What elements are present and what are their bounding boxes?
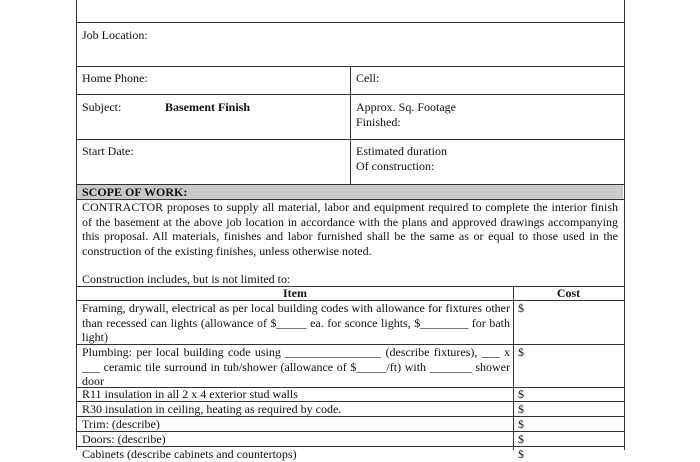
table-row-cost: $ <box>518 447 524 461</box>
divider <box>76 22 624 23</box>
cell-label: Cell: <box>356 71 380 85</box>
table-row-cost: $ <box>518 387 524 401</box>
job-location-label: Job Location: <box>82 28 148 42</box>
table-header-cost: Cost <box>556 286 581 300</box>
start-date-label: Start Date: <box>82 144 134 158</box>
table-row-item: Doors: (describe) <box>82 432 166 446</box>
table-row-cost: $ <box>518 417 524 431</box>
duration-label-line1: Estimated duration <box>356 144 447 158</box>
table-row-item: R30 insulation in ceiling, heating as required by code. <box>82 402 342 416</box>
column-divider <box>513 286 514 450</box>
scope-includes: Construction includes, but is not limited to: <box>82 272 291 286</box>
table-row-cost: $ <box>518 402 524 416</box>
table-row-item: R11 insulation in all 2 x 4 exterior stud walls <box>82 387 298 401</box>
table-row-cost: $ <box>518 301 524 315</box>
subject-value: Basement Finish <box>165 100 251 114</box>
duration-label-line2: Of construction: <box>356 159 435 173</box>
column-divider <box>350 66 351 184</box>
table-row-item: Plumbing: per local building code using ________________ (describe fixtures), ___ x ___ ceramic tile surround in tub/shower (allowance of $_____/ft) with _______ shower door <box>82 345 510 388</box>
sqft-label-line2: Finished: <box>356 115 401 129</box>
home-phone-label: Home Phone: <box>82 71 148 85</box>
scope-heading: SCOPE OF WORK: <box>82 185 188 199</box>
table-row-cost: $ <box>518 345 524 359</box>
subject-label: Subject: <box>82 100 122 114</box>
sqft-label-line1: Approx. Sq. Footage <box>356 100 456 114</box>
table-row-item: Trim: (describe) <box>82 417 160 431</box>
table-row-item: Cabinets (describe cabinets and countertops) <box>82 447 297 461</box>
table-row-item: Framing, drywall, electrical as per local building codes with allowance for fixtures other than recessed can lights (allowance of $_____ ea. for sconce lights, $________ for bath light) <box>82 301 510 344</box>
scope-paragraph: CONTRACTOR proposes to supply all material, labor and equipment required to complete the interior finish of the basement at the above job location in accordance with the plans and approved drawings accompanying this proposal. All materials, finishes and labor furnished shall be the same as or equal to those used in the construction of the existing finishes, unless otherwise noted. <box>82 200 618 258</box>
table-row-cost: $ <box>518 432 524 446</box>
table-header-item: Item <box>283 286 307 300</box>
